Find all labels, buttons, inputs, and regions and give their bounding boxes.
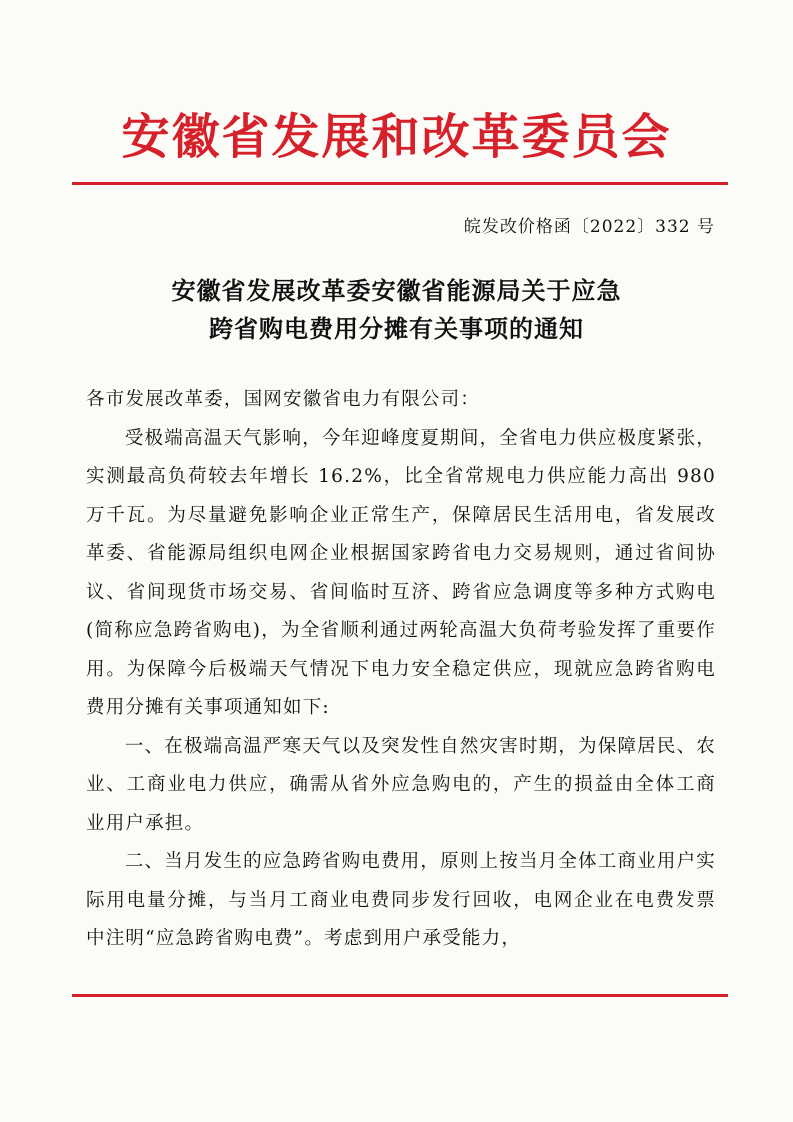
red-divider-top (72, 182, 728, 185)
document-title-line-1: 安徽省发展改革委安徽省能源局关于应急 (171, 276, 622, 305)
paragraph-item-1: 一、在极端高温严寒天气以及突发性自然灾害时期，为保障居民、农业、工商业电力供应，确需从省外应急购电的，产生的损益由全体工商业用户承担。 (86, 735, 716, 834)
agency-title: 安徽省发展和改革委员会 (121, 109, 672, 165)
document-title-line-2: 跨省购电费用分摊有关事项的通知 (209, 314, 584, 343)
document-body (86, 381, 716, 959)
red-divider-bottom (72, 994, 728, 997)
paragraph-item-2: 二、当月发生的应急跨省购电费用，原则上按当月全体工商业用户实际用电量分摊，与当月工商业电费同步发行回收，电网企业在电费发票中注明“应急跨省购电费”。考虑到用户承受能力， (86, 851, 716, 949)
document-title (0, 272, 793, 348)
salutation: 各市发展改革委，国网安徽省电力有限公司： (86, 389, 481, 410)
document-number: 皖发改价格函〔2022〕332 号 (463, 217, 715, 237)
paragraph-intro: 受极端高温天气影响，今年迎峰度夏期间，全省电力供应极度紧张，实测最高负荷较去年增长 16.2%，比全省常规电力供应能力高出 980 万千瓦。为尽量避免影响企业正常生产，保障居民生活用电，省发展改革委、省能源局组织电网企业根据国家跨省电力交易规则，通过省间协议、省间现货市场交易、省间临时互济、跨省应急调度等多种方式购电(简称应急跨省购电)，为全省顺利通过两轮高温大负荷考验发挥了重要作用。为保障今后极端天气情况下电力安全稳定供应，现就应急跨省购电费用分摊有关事项通知如下: (86, 427, 716, 718)
